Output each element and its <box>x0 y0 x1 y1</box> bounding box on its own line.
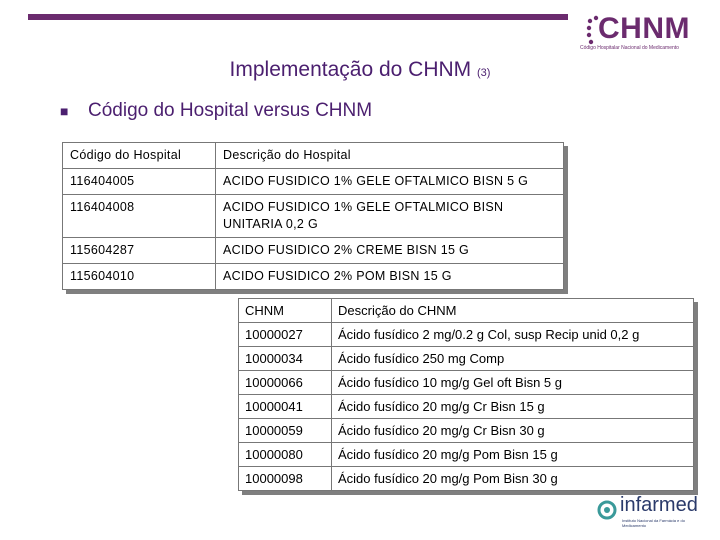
square-bullet-icon: ■ <box>60 103 69 119</box>
description-cell: ACIDO FUSIDICO 1% GELE OFTALMICO BISN UNITARIA 0,2 G <box>216 195 564 238</box>
description-cell: Ácido fusídico 10 mg/g Gel oft Bisn 5 g <box>332 371 694 395</box>
infarmed-drop-icon <box>596 498 618 520</box>
infarmed-logo <box>596 494 706 534</box>
chnm-logo-subtitle: Código Hospitalar Nacional do Medicamento <box>580 45 679 51</box>
header-cell: Descrição do Hospital <box>216 143 564 169</box>
infarmed-logo-subtitle: Instituto Nacional da Farmácia e do Medicamento <box>622 518 685 528</box>
description-cell: ACIDO FUSIDICO 2% POM BISN 15 G <box>216 264 564 290</box>
code-cell: 10000034 <box>239 347 332 371</box>
top-accent-bar <box>28 14 568 20</box>
code-cell: 115604010 <box>63 264 216 290</box>
description-cell: Ácido fusídico 2 mg/0.2 g Col, susp Recip unid 0,2 g <box>332 323 694 347</box>
hospital-code-table <box>62 142 564 290</box>
infarmed-logo-text: infarmed <box>620 494 698 516</box>
description-cell: Ácido fusídico 250 mg Comp <box>332 347 694 371</box>
code-cell: 115604287 <box>63 238 216 264</box>
code-cell: 10000027 <box>239 323 332 347</box>
table-row <box>239 467 694 491</box>
description-cell: Ácido fusídico 20 mg/g Cr Bisn 30 g <box>332 419 694 443</box>
description-cell: Ácido fusídico 20 mg/g Cr Bisn 15 g <box>332 395 694 419</box>
header-cell: Código do Hospital <box>63 143 216 169</box>
table-row <box>239 347 694 371</box>
table-row <box>63 264 564 290</box>
description-cell: Ácido fusídico 20 mg/g Pom Bisn 15 g <box>332 443 694 467</box>
code-cell: 10000098 <box>239 467 332 491</box>
table-row <box>239 323 694 347</box>
table-row <box>63 195 564 238</box>
bullet-text: Código do Hospital versus CHNM <box>88 100 373 121</box>
table-row <box>239 443 694 467</box>
table-header-row <box>63 143 564 169</box>
title-text: Implementação do CHNM <box>229 58 472 81</box>
table-header-row <box>239 299 694 323</box>
code-cell: 10000059 <box>239 419 332 443</box>
chnm-logo <box>578 8 708 56</box>
page-title <box>0 58 720 82</box>
code-cell: 10000080 <box>239 443 332 467</box>
description-cell: Ácido fusídico 20 mg/g Pom Bisn 30 g <box>332 467 694 491</box>
description-cell: ACIDO FUSIDICO 1% GELE OFTALMICO BISN 5 G <box>216 169 564 195</box>
table-row <box>239 371 694 395</box>
code-cell: 10000066 <box>239 371 332 395</box>
chnm-logo-text: CHNM <box>598 12 690 45</box>
table-row <box>63 169 564 195</box>
table-row <box>63 238 564 264</box>
title-suffix: (3) <box>476 67 491 79</box>
code-cell: 116404008 <box>63 195 216 238</box>
bullet-heading <box>60 100 372 122</box>
code-cell: 10000041 <box>239 395 332 419</box>
code-cell: 116404005 <box>63 169 216 195</box>
description-cell: ACIDO FUSIDICO 2% CREME BISN 15 G <box>216 238 564 264</box>
chnm-code-table <box>238 298 694 491</box>
header-cell: CHNM <box>239 299 332 323</box>
table-row <box>239 395 694 419</box>
table-row <box>239 419 694 443</box>
header-cell: Descrição do CHNM <box>332 299 694 323</box>
